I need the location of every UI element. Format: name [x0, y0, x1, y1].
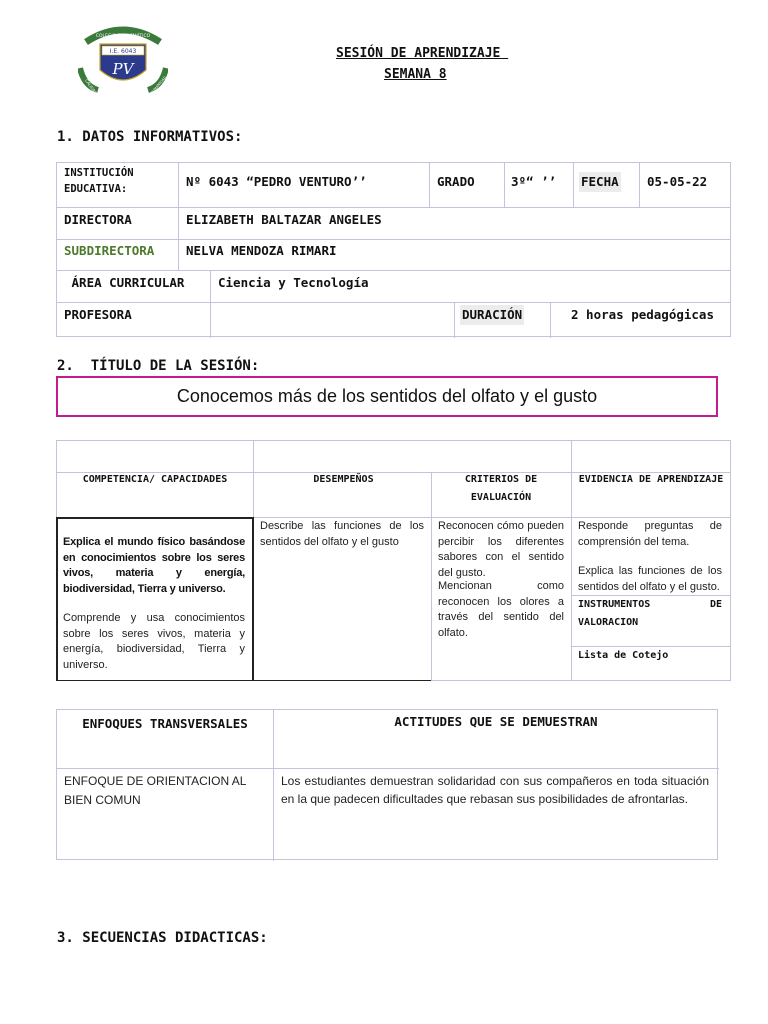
fecha-label: FECHA [579, 172, 621, 192]
capacidad-text: Comprende y usa conocimientos sobre los seres vivos, materia y energía, biodiversidad, Tierra y universo. [63, 612, 245, 671]
grado-value: 3º“ ’’ [511, 174, 557, 189]
area-label: ÁREA CURRICULAR [64, 275, 185, 290]
school-logo [78, 24, 168, 96]
profesora-label: PROFESORA [64, 307, 132, 322]
enfoque-text: ENFOQUE DE ORIENTACION AL BIEN COMUN [64, 774, 247, 807]
logo-top-text: COLEGIO EMBLEMÁTICO [95, 34, 151, 39]
logo-right-ribbon: HUMANIDAD [149, 75, 168, 96]
grado-label: GRADO [437, 174, 475, 189]
header-competencia: COMPETENCIA/ CAPACIDADES [82, 474, 228, 485]
criterio-1-text: Reconocen cómo pueden percibir los diferentes sabores con el sentido del gusto. [438, 520, 564, 579]
logo-left-ribbon: CALIDAD [84, 78, 99, 96]
directora-label: DIRECTORA [64, 212, 132, 227]
header-desempenos: DESEMPEÑOS [313, 474, 374, 485]
institucion-value: Nº 6043 “PEDRO VENTURO’’ [186, 174, 367, 189]
subdirectora-label: SUBDIRECTORA [64, 243, 155, 258]
competencias-table [56, 440, 731, 681]
session-title: Conocemos más de los sentidos del olfato y el gusto [176, 386, 598, 406]
instrumento-value: Lista de Cotejo [578, 650, 669, 661]
section-datos-title: 1. DATOS INFORMATIVOS: [57, 129, 243, 145]
competencia-text: Explica el mundo físico basándose en conocimientos sobre los seres vivos, materia y energía, biodiversidad, Tierra y universo. [63, 536, 245, 595]
actitud-text: Los estudiantes demuestran solidaridad con sus compañeros en toda situación en la que padecen dificultades que rebasan sus posibilidades de afrontarlas. [281, 774, 709, 806]
desempeno-text: Describe las funciones de los sentidos del olfato y el gusto [260, 520, 424, 548]
doc-week: SEMANA 8 [384, 67, 447, 82]
directora-value: ELIZABETH BALTAZAR ANGELES [186, 212, 382, 227]
criterio-2-text: Mencionan como reconocen los olores a través del sentido del olfato. [438, 580, 564, 639]
fecha-value: 05-05-22 [647, 174, 708, 189]
duracion-value: 2 horas pedagógicas [571, 307, 714, 322]
section-secuencias-title: 3. SECUENCIAS DIDACTICAS: [57, 930, 268, 946]
evidencia-1-text: Responde preguntas de comprensión del tema. [578, 520, 722, 548]
instrumentos-label: INSTRUMENTOS DE VALORACION [578, 599, 722, 628]
evidencia-2-text: Explica las funciones de los sentidos del olfato y el gusto. [578, 565, 722, 593]
header-actitudes: ACTITUDES QUE SE DEMUESTRAN [394, 714, 598, 729]
header-evidencia: EVIDENCIA DE APRENDIZAJE [578, 474, 724, 485]
institucion-label: INSTITUCIÓN EDUCATIVA: [64, 167, 134, 195]
session-title-box [56, 376, 718, 417]
header-criterios: CRITERIOS DE EVALUACIÓN [464, 474, 538, 503]
enfoques-table [56, 709, 718, 860]
subdirectora-value: NELVA MENDOZA RIMARI [186, 243, 337, 258]
area-value: Ciencia y Tecnología [218, 275, 369, 290]
doc-title: SESIÓN DE APRENDIZAJE [336, 46, 509, 61]
section-titulo-title: 2. TÍTULO DE LA SESIÓN: [57, 358, 260, 374]
logo-monogram: PV [112, 60, 134, 78]
logo-badge-text: I.E. 6043 [109, 48, 137, 55]
duracion-label: DURACIÓN [460, 305, 524, 325]
datos-table [56, 162, 731, 337]
header-enfoques: ENFOQUES TRANSVERSALES [82, 716, 248, 731]
